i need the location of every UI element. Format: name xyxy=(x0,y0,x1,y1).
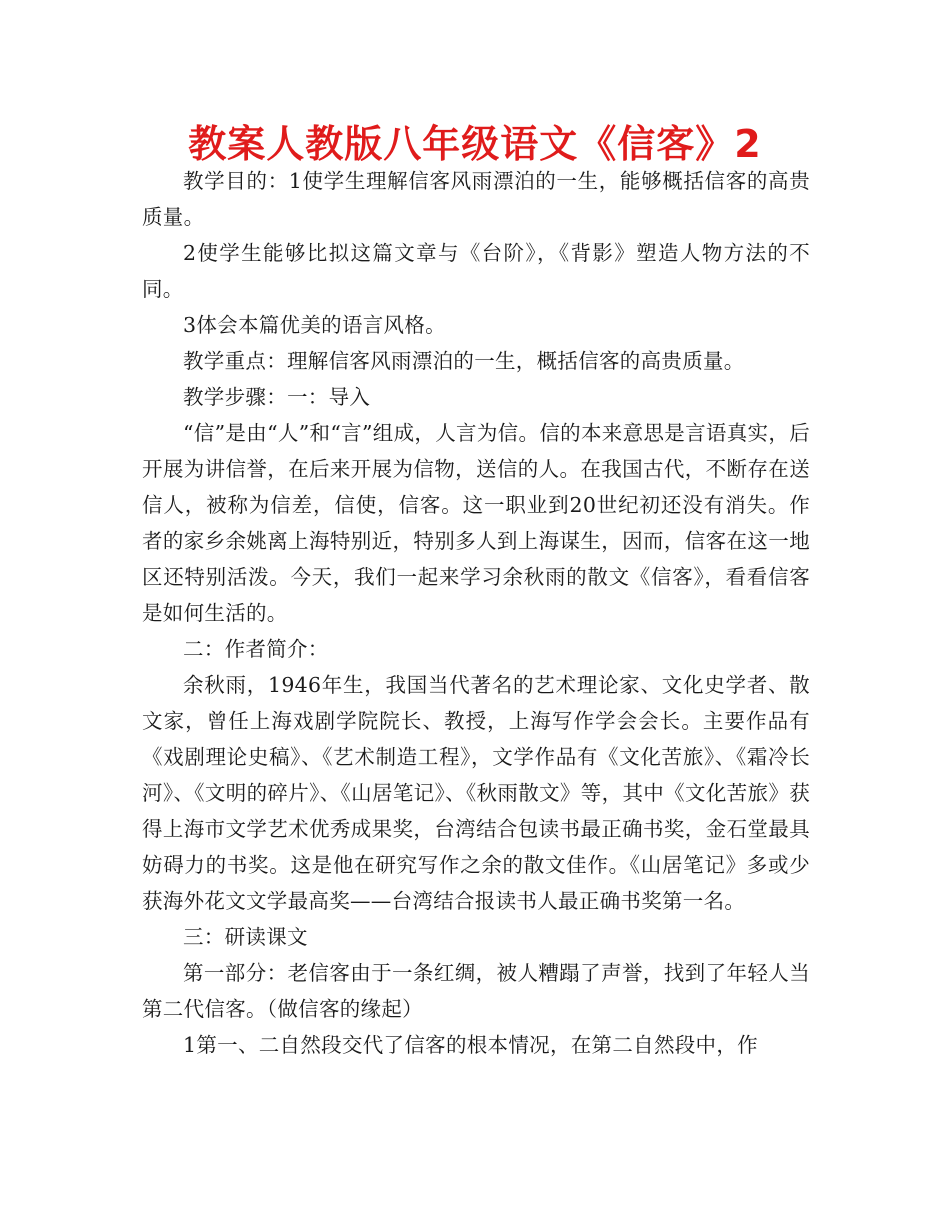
paragraph-introduction: “信”是由“人”和“言”组成，人言为信。信的本来意思是言语真实，后开展为讲信誉，在后来开展为信物，送信的人。在我国古代，不断存在送信人，被称为信差，信使，信客。这一职业到20世纪初还没有消失。作者的家乡余姚离上海特别近，特别多人到上海谋生，因而，信客在这一地区还特别活泼。今天，我们一起来学习余秋雨的散文《信客》，看看信客是如何生活的。 xyxy=(142,421,810,625)
paragraph-objective-2: 2使学生能够比拟这篇文章与《台阶》，《背影》塑造人物方法的不同。 xyxy=(142,241,810,301)
paragraph-part-one-detail: 1第一、二自然段交代了信客的根本情况，在第二自然段中，作 xyxy=(183,1033,758,1057)
document-title: 教案人教版八年级语文《信客》2 xyxy=(188,122,762,166)
paragraph-author-bio: 余秋雨，1946年生，我国当代著名的艺术理论家、文化史学者、散文家，曾任上海戏剧学院院长、教授，上海写作学会会长。主要作品有《戏剧理论史稿》、《艺术制造工程》，文学作品有《文化苦旅》、《霜冷长河》、《文明的碎片》、《山居笔记》、《秋雨散文》等，其中《文化苦旅》获得上海市文学艺术优秀成果奖，台湾结合包读书最正确书奖，金石堂最具妨碍力的书奖。这是他在研究写作之余的散文佳作。《山居笔记》多或少获海外花文文学最高奖——台湾结合报读书人最正确书奖第一名。 xyxy=(142,673,810,913)
paragraph-author-heading: 二：作者简介： xyxy=(183,637,329,661)
paragraph-key-point: 教学重点：理解信客风雨漂泊的一生，概括信客的高贵质量。 xyxy=(183,349,745,373)
document-body xyxy=(142,163,810,1063)
paragraph-steps-heading: 教学步骤：一：导入 xyxy=(183,385,371,409)
paragraph-objective-3: 3体会本篇优美的语言风格。 xyxy=(183,313,446,337)
paragraph-objective-1: 教学目的：1使学生理解信客风雨漂泊的一生，能够概括信客的高贵质量。 xyxy=(142,169,810,229)
paragraph-part-one: 第一部分：老信客由于一条红绸，被人糟蹋了声誉，找到了年轻人当第二代信客。（做信客的缘起） xyxy=(142,961,810,1021)
paragraph-reading-heading: 三：研读课文 xyxy=(183,925,308,949)
